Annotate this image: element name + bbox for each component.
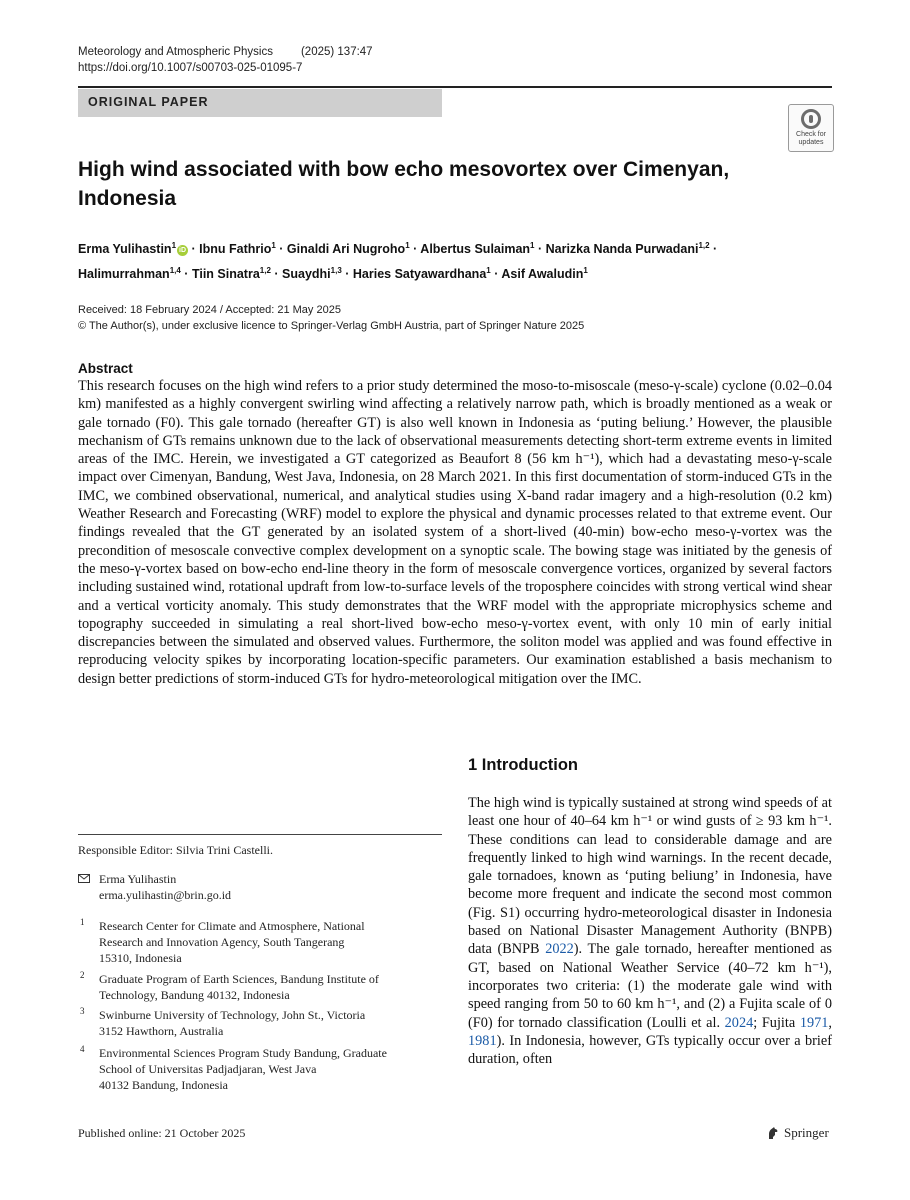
affiliation-number: 3 — [80, 1006, 85, 1016]
check-for-updates-badge[interactable] — [788, 104, 834, 152]
received-accepted: Received: 18 February 2024 / Accepted: 21 May 2025 — [78, 304, 341, 316]
introduction-heading: 1 Introduction — [468, 756, 578, 774]
author-affiliation-number: 1,2 — [259, 266, 271, 276]
affiliation-line: 15310, Indonesia — [99, 951, 182, 965]
abstract-heading: Abstract — [78, 361, 133, 376]
running-header — [78, 44, 373, 76]
affiliation-line: School of Universitas Padjadjaran, West Java — [99, 1062, 317, 1076]
author-name: Ibnu Fathrio — [199, 242, 272, 257]
affiliation-number: 2 — [80, 970, 85, 980]
paper-title: High wind associated with bow echo mesovortex over Cimenyan, Indonesia — [78, 158, 730, 210]
springer-logo-icon — [766, 1126, 780, 1140]
affiliation-text — [99, 971, 439, 1003]
corresponding-email[interactable]: erma.yulihastin@brin.go.id — [99, 888, 232, 902]
responsible-editor: Responsible Editor: Silvia Trini Castelli. — [78, 843, 274, 857]
author-name: Asif Awaludin — [501, 267, 584, 282]
affiliation-line: Swinburne University of Technology, John St., Victoria — [99, 1008, 366, 1022]
author-name: Suaydhi — [282, 267, 331, 282]
author-name: Erma Yulihastin — [78, 242, 172, 257]
author-separator: · — [275, 242, 287, 257]
affiliation-line: 40132 Bandung, Indonesia — [99, 1078, 228, 1092]
author-separator: · — [180, 267, 192, 282]
affiliation-line: Environmental Sciences Program Study Bandung, Graduate — [99, 1046, 387, 1060]
author-name: Tiin Sinatra — [191, 267, 260, 282]
affiliation-text — [99, 1007, 439, 1039]
header-rule — [78, 86, 832, 88]
corresponding-name: Erma Yulihastin — [99, 872, 177, 886]
affiliation-line: Graduate Program of Earth Sciences, Bandung Institute of — [99, 972, 379, 986]
author-name: Ginaldi Ari Nugroho — [286, 242, 406, 257]
author-separator: · — [534, 242, 546, 257]
author-separator: · — [341, 267, 353, 282]
author-affiliation-number: 1,2 — [698, 241, 710, 250]
orcid-icon[interactable]: iD — [179, 247, 187, 255]
author-separator: · — [188, 242, 200, 257]
affiliation-text — [99, 1045, 439, 1093]
affiliation-line: 3152 Hawthorn, Australia — [99, 1024, 224, 1038]
journal-volume: (2025) 137:47 — [300, 46, 373, 58]
affiliation-line: Technology, Bandung 40132, Indonesia — [99, 988, 290, 1002]
footnote-rule — [78, 834, 442, 835]
author-name: Narizka Nanda Purwadani — [545, 242, 699, 257]
author-separator: · — [409, 242, 421, 257]
published-online: Published online: 21 October 2025 — [78, 1126, 246, 1140]
author-name: Haries Satyawardhana — [352, 267, 487, 282]
author-name: Halimurrahman — [78, 267, 170, 282]
journal-name: Meteorology and Atmospheric Physics — [78, 46, 273, 58]
affiliation-number: 4 — [80, 1044, 85, 1054]
citation-link[interactable]: 1971 — [799, 1014, 829, 1031]
doi-link[interactable]: https://doi.org/10.1007/s00703-025-01095-7 — [78, 62, 303, 74]
citation-link[interactable]: 1981 — [468, 1032, 497, 1049]
citation-link[interactable]: 2024 — [724, 1014, 754, 1031]
author-affiliation-number: 1,4 — [169, 266, 181, 276]
affiliation-text — [99, 918, 439, 966]
corresponding-author — [99, 871, 231, 903]
badge-line1: Check for — [796, 131, 826, 138]
author-separator: · — [490, 267, 502, 282]
check-updates-icon — [801, 109, 821, 129]
introduction-text: The high wind is typically sustained at strong wind speeds of at least one hour of 40–64 km h⁻¹ or wind gusts of ≥ 93 km h⁻¹. These conditions can lead to considerable damage and are frequently linked to high wind warnings. In the recent decade, gale tornadoes, known as ‘puting beliung’ in Indonesia, have become more frequent and indicate the second most common (Fig. S1) occurring hydro-meteorological disaster in Indonesia based on National Disaster Management Authority (BNPB) data (BNPB 2022). The gale tornado, hereafter mentioned as GT, based on National Weather Service (40–72 km h⁻¹), incorporates two criteria: (1) the moderate gale wind with speed ranging from 50 to 60 km h⁻¹, and (2) a Fujita scale of 0 (F0) for tornado classification (Loulli et al. 2024; Fujita 1971, 1981). In Indonesia, however, GTs typically occur over a brief duration, often — [468, 795, 832, 1068]
author-separator: · — [709, 242, 718, 257]
author-affiliation-number: 1,3 — [330, 266, 342, 276]
author-affiliation-number: 1 — [271, 241, 276, 250]
affiliation-line: Research Center for Climate and Atmosphere, National — [99, 919, 365, 933]
author-name: Albertus Sulaiman — [420, 242, 531, 257]
author-separator: · — [270, 267, 283, 282]
author-affiliation-number: 1 — [486, 266, 491, 276]
author-list — [78, 235, 828, 285]
section-tag: ORIGINAL PAPER — [88, 95, 209, 109]
citation-link[interactable]: 2022 — [545, 941, 574, 958]
author-affiliation-number: 1 — [405, 241, 410, 250]
copyright-line: © The Author(s), under exclusive licence to Springer-Verlag GmbH Austria, part of Springer Nature 2025 — [78, 320, 585, 332]
author-affiliation-number: 1 — [171, 241, 177, 250]
article-dates — [78, 302, 584, 334]
abstract-text: This research focuses on the high wind refers to a prior study determined the moso-to-misoscale (meso-γ-scale) cyclone (0.02–0.04 km) manifested as a highly convergent swirling wind affecting a relatively narrow path, which is broadly mentioned as a weak or gale tornado (F0). This gale tornado (hereafter GT) is also well known in Indonesia as ‘puting beliung.’ However, the plausible mechanism of GTs remains unknown due to the lack of observational measurements detecting short-term extreme events in limited areas of the IMC. Herein, we investigated a GT categorized as Beaufort 8 (56 km h⁻¹), which had a devastating meso-γ-scale impact over Cimenyan, Bandung, West Java, Indonesia, on 28 March 2021. In this first documentation of storm-induced GTs in the IMC, we combined observational, numerical, and analytical studies using X-band radar imagery and a high-resolution (0.2 km) Weather Research and Forecasting (WRF) model to explore the physical and dynamic processes related to that extreme event. Our findings revealed that the GT generated by an isolated system of a short-lived (40-min) bow-echo meso-γ-vortex was the precondition of mesoscale convective complex development on a synoptic scale. The bowing stage was initiated by the genesis of the meso-γ-vortex based on bow-echo end-line theory in the form of mesoscale convergence vortices, organized by several factors including sustained wind, rotational updraft from low-to-surface levels of the troposphere coincides with strong vertical wind shear and a vertical vorticity anomaly. This study demonstrates that the WRF model with the appropriate microphysics scheme and topography succeeded in simulating a real short-lived bow-echo meso-γ-vortex event, with only 10 min of early initial discrepancies between the simulated and observed values. Furthermore, the soliton model was applied and was found effective in reproducing velocity spikes by incorporating location-specific parameters. Our examination established a basis mechanism to design better predictions of storm-induced GTs for hydro-meteorological mitigation over the IMC. — [78, 378, 832, 687]
section-tag-bar — [78, 89, 442, 117]
author-affiliation-number: 1 — [583, 266, 588, 276]
affiliation-line: Research and Innovation Agency, South Tangerang — [99, 935, 345, 949]
author-affiliation-number: 1 — [530, 241, 535, 250]
publisher-name: Springer — [784, 1125, 829, 1140]
badge-line2: updates — [798, 139, 824, 146]
envelope-icon — [78, 874, 90, 883]
affiliation-number: 1 — [80, 917, 85, 927]
